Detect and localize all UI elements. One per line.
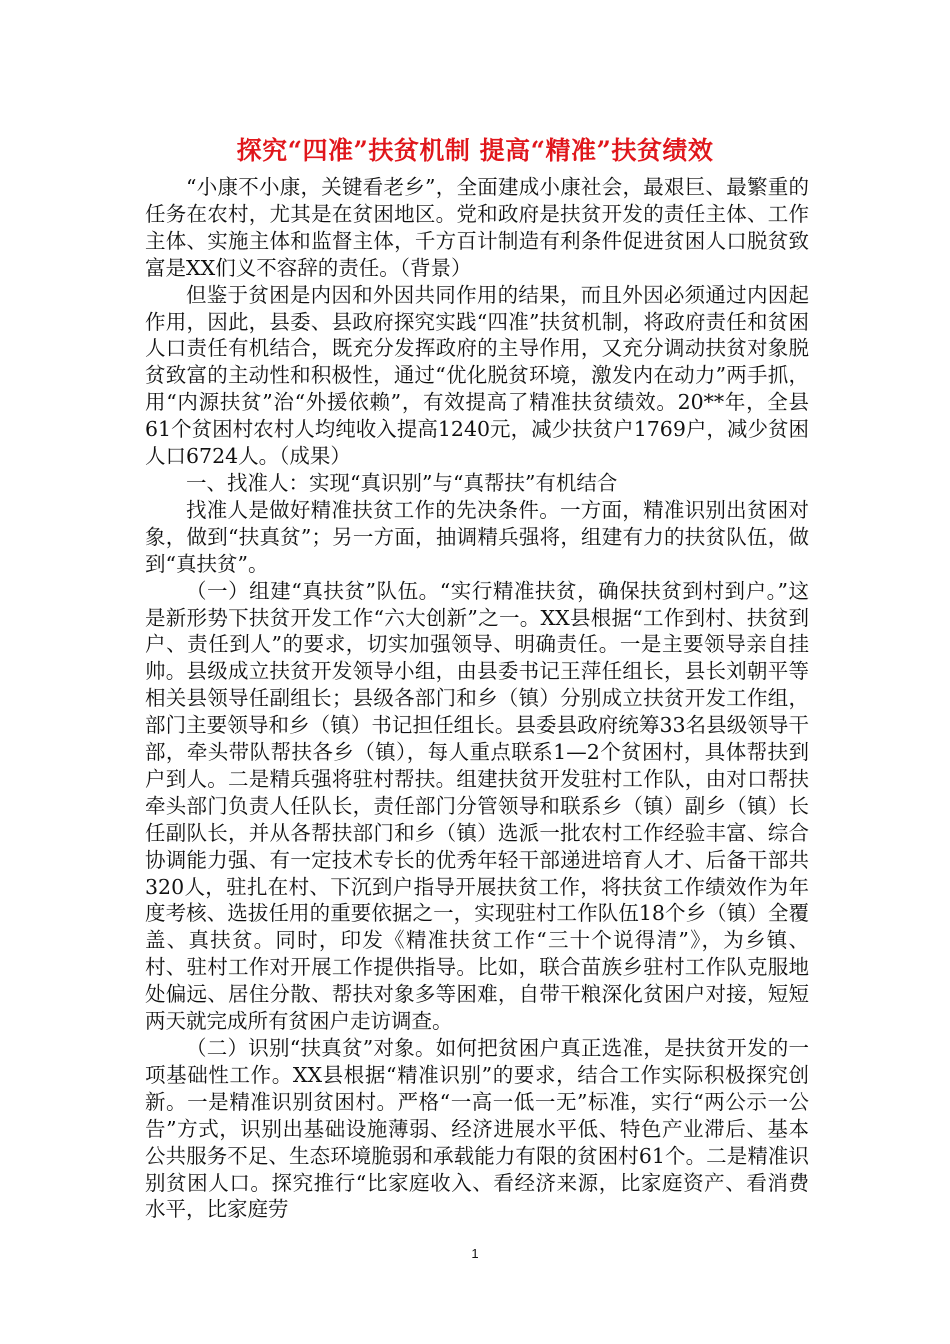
paragraph-section-intro: 找准人是做好精准扶贫工作的先决条件。一方面，精准识别出贫困对象，做到“扶真贫”；另一方面，抽调精兵强将，组建有力的扶贫队伍，做到“真扶贫”。: [145, 497, 809, 576]
section-heading-1: 一、找准人：实现“真识别”与“真帮扶”有机结合: [186, 470, 618, 495]
document-body: [145, 174, 809, 1223]
paragraph-subsection-1: （一）组建“真扶贫”队伍。“实行精准扶贫，确保扶贫到村到户。”这是新形势下扶贫开发工作“六大创新”之一。XX县根据“工作到村、扶贫到户、责任到人”的要求，切实加强领导、明确责任。一是主要领导亲自挂帅。县级成立扶贫开发领导小组，由县委书记王萍任组长，县长刘朝平等相关县领导任副组长；县级各部门和乡（镇）分别成立扶贫开发工作组，部门主要领导和乡（镇）书记担任组长。县委县政府统筹33名县级领导干部，牵头带队帮扶各乡（镇），每人重点联系1—2个贫困村，具体帮扶到户到人。二是精兵强将驻村帮扶。组建扶贫开发驻村工作队，由对口帮扶牵头部门负责人任队长，责任部门分管领导和联系乡（镇）副乡（镇）长任副队长，并从各帮扶部门和乡（镇）选派一批农村工作经验丰富、综合协调能力强、有一定技术专长的优秀年轻干部递进培育人才、后备干部共320人，驻扎在村、下沉到户指导开展扶贫工作，将扶贫工作绩效作为年度考核、选拔任用的重要依据之一，实现驻村工作队伍18个乡（镇）全覆盖、真扶贫。同时，印发《精准扶贫工作“三十个说得清”》，为乡镇、村、驻村工作对开展工作提供指导。比如，联合苗族乡驻村工作队克服地处偏远、居住分散、帮扶对象多等困难，自带干粮深化贫困户对接，短短两天就完成所有贫困户走访调查。: [145, 578, 809, 1034]
paragraph-results: 但鉴于贫困是内因和外因共同作用的结果，而且外因必须通过内因起作用，因此，县委、县政府探究实践“四准”扶贫机制，将政府责任和贫困人口责任有机结合，既充分发挥政府的主导作用，又充分调动扶贫对象脱贫致富的主动性和积极性，通过“优化脱贫环境，激发内在动力”两手抓，用“内源扶贫”治“外援依赖”，有效提高了精准扶贫绩效。20**年，全县61个贫困村农村人均纯收入提高1240元，减少扶贫户1769户，减少贫困人口6724人。（成果）: [145, 282, 809, 469]
page-number: 1: [471, 1246, 479, 1261]
document-title: 探究“四准”扶贫机制 提高“精准”扶贫绩效: [236, 136, 714, 165]
paragraph-subsection-2: （二）识别“扶真贫”对象。如何把贫困户真正选准，是扶贫开发的一项基础性工作。XX县根据“精准识别”的要求，结合工作实际积极探究创新。一是精准识别贫困村。严格“一高一低一无”标准，实行“两公示一公告”方式，识别出基础设施薄弱、经济进展水平低、特色产业滞后、基本公共服务不足、生态环境脆弱和承载能力有限的贫困村61个。二是精准识别贫困人口。探究推行“比家庭收入、看经济来源，比家庭资产、看消费水平，比家庭劳: [145, 1036, 809, 1222]
paragraph-background: “小康不小康，关键看老乡”，全面建成小康社会，最艰巨、最繁重的任务在农村，尤其是在贫困地区。党和政府是扶贫开发的责任主体、工作主体、实施主体和监督主体，千方百计制造有利条件促进贫困人口脱贫致富是XX们义不容辞的责任。（背景）: [145, 175, 809, 280]
